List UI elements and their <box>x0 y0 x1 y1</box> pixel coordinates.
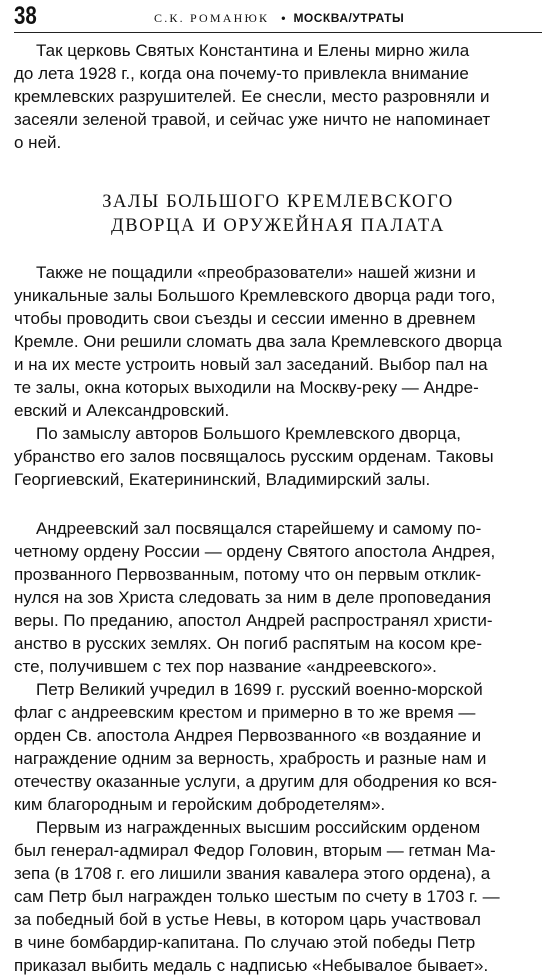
text-line: зепа (в 1708 г. его лишили звания кавалера этого ордена), а <box>14 864 491 883</box>
text-line: засеяли зеленой травой, и сейчас уже ничто не напоминает <box>14 110 491 129</box>
text-line: и на их месте устроить новый зал заседаний. Выбор пал на <box>14 355 488 374</box>
text-line: ким благородным и геройским добродетелям». <box>14 795 386 814</box>
text-line: сте, получившем с тех пор название «андреевского». <box>14 657 437 676</box>
text-line: веры. По преданию, апостол Андрей распространял христи- <box>14 611 493 630</box>
text-line: Андреевский зал посвящался старейшему и самому по- <box>36 519 482 538</box>
heading-line: ДВОРЦА И ОРУЖЕЙНАЯ ПАЛАТА <box>111 216 445 236</box>
text-line: нулся на зов Христа следовать за ним в деле проповедания <box>14 588 492 607</box>
text-line: награждение одним за верность, храбрость и разные нам и <box>14 749 487 768</box>
text-line: Первым из награжденных высшим российским орденом <box>36 818 481 837</box>
text-line: евский и Александровский. <box>14 401 230 420</box>
text-line: флаг с андреевским крестом и примерно в то же время — <box>14 703 476 722</box>
text-line: анство в русских землях. Он погиб распятым на косом кре- <box>14 634 483 653</box>
bullet-separator: • <box>281 11 286 25</box>
text-line: Так церковь Святых Константина и Елены мирно жила <box>36 41 470 60</box>
text-line: орден Св. апостола Андрея Первозванного «в воздаяние и <box>14 726 482 745</box>
heading-line: ЗАЛЫ БОЛЬШОГО КРЕМЛЕВСКОГО <box>102 192 454 212</box>
text-line: сам Петр был награжден только шестым по счету в 1703 г. — <box>14 887 500 906</box>
intro-paragraph <box>14 39 542 154</box>
text-line: до лета 1928 г., когда она почему-то привлекла внимание <box>14 64 469 83</box>
text-line: приказал выбить медаль с надписью «Небывалое бывает». <box>14 956 489 975</box>
text-line: Кремле. Они решили сломать два зала Кремлевского дворца <box>14 332 502 351</box>
text-line: в чине бомбардир-капитана. По случаю этой победы Петр <box>14 933 476 952</box>
running-head <box>154 10 404 26</box>
page-header <box>14 2 542 33</box>
text-line: убранство его залов посвящалось русским орденам. Таковы <box>14 447 494 466</box>
running-head-series: МОСКВА/УТРАТЫ <box>293 11 405 25</box>
text-line: четному ордену России — ордену Святого апостола Андрея, <box>14 542 496 561</box>
text-line: Георгиевский, Екатерининский, Владимирский залы. <box>14 470 431 489</box>
running-head-author: С.К. РОМАНЮК <box>154 11 270 25</box>
text-line: уникальные залы Большого Кремлевского дворца ради того, <box>14 286 496 305</box>
text-line: отечеству оказанные услуги, а другим для ободрения ко вся- <box>14 772 498 791</box>
paragraph-4 <box>14 678 542 816</box>
page-number: 38 <box>14 2 37 30</box>
text-line: о ней. <box>14 133 62 152</box>
text-line: кремлевских разрушителей. Ее снесли, место разровняли и <box>14 87 490 106</box>
section-heading <box>14 190 542 238</box>
paragraph-1 <box>14 261 542 422</box>
paragraph-3 <box>14 517 542 678</box>
text-line: был генерал-адмирал Федор Головин, вторым — гетман Ма- <box>14 841 496 860</box>
text-line: Также не пощадили «преобразователи» нашей жизни и <box>36 263 476 282</box>
text-line: Петр Великий учредил в 1699 г. русский военно-морской <box>36 680 483 699</box>
text-line: По замыслу авторов Большого Кремлевского дворца, <box>36 424 462 443</box>
paragraph-2 <box>14 422 542 491</box>
text-line: за победный бой в устье Невы, в котором царь участвовал <box>14 910 481 929</box>
text-line: чтобы проводить свои съезды и сессии именно в древнем <box>14 309 476 328</box>
text-line: те залы, окна которых выходили на Москву-реку — Андре- <box>14 378 479 397</box>
text-line: прозванного Первозванным, потому что он первым отклик- <box>14 565 482 584</box>
paragraph-5 <box>14 816 542 977</box>
